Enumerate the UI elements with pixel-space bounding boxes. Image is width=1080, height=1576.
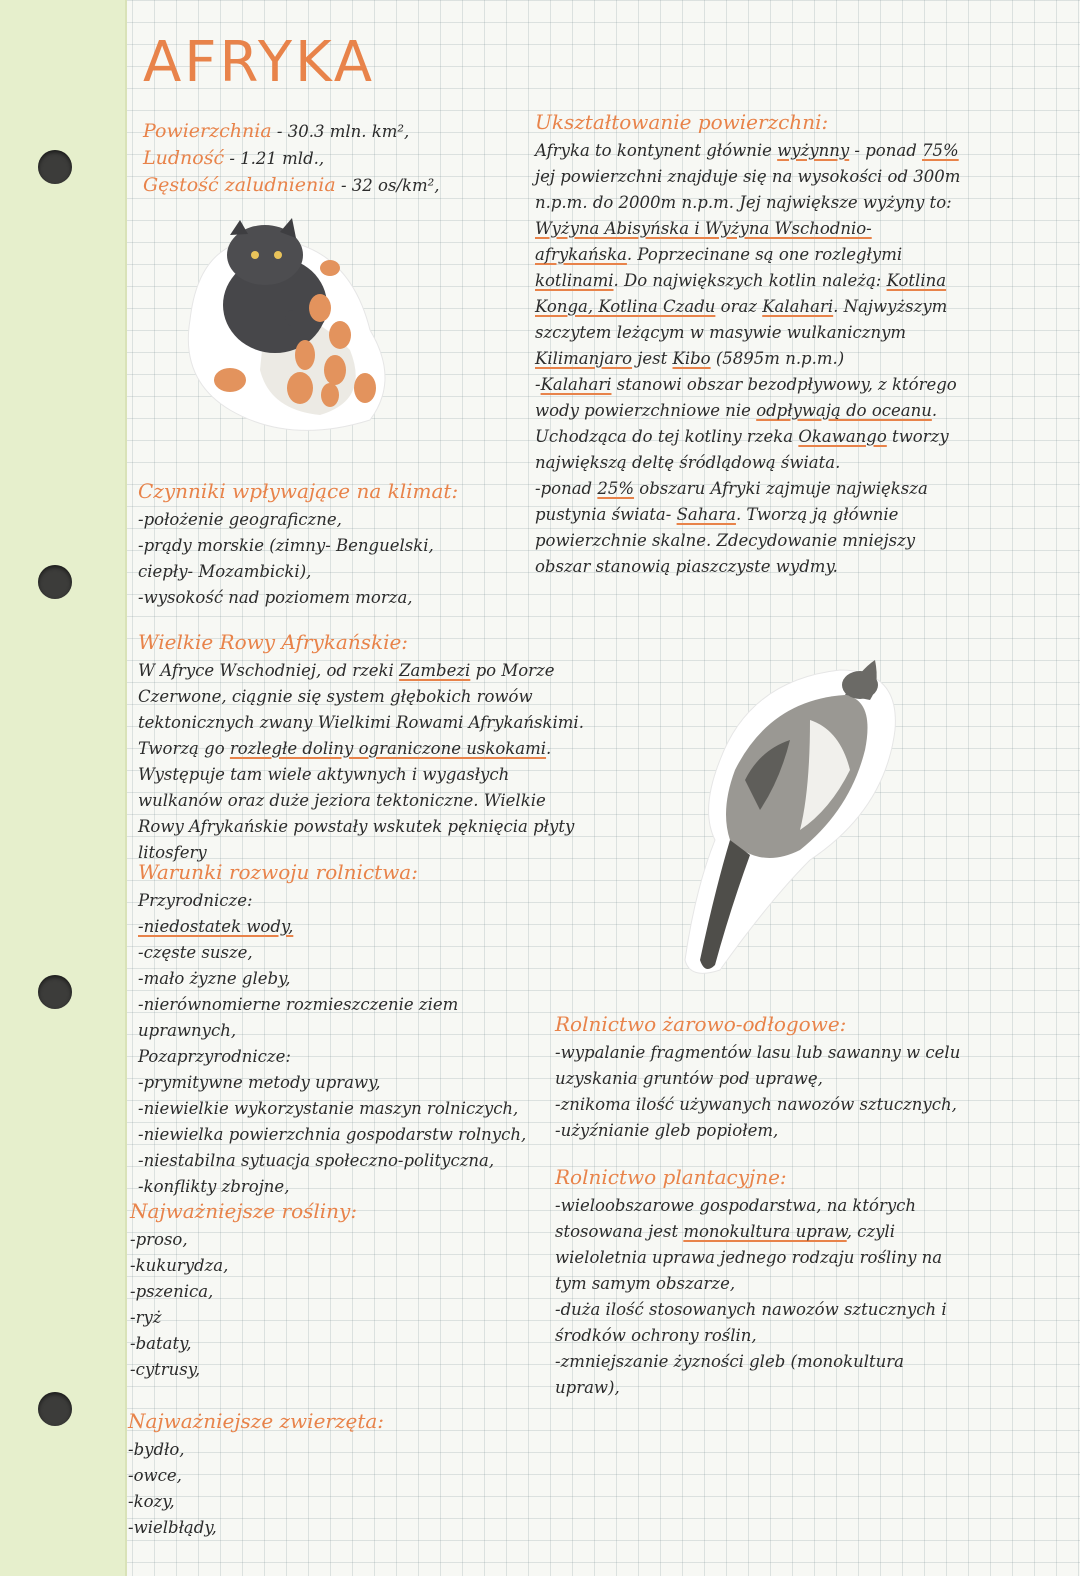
plantation-section	[555, 1163, 965, 1401]
list-item: -konflikty zbrojne,	[138, 1177, 290, 1196]
nonnatural-list	[138, 1070, 558, 1200]
list-item: -cytrusy,	[130, 1360, 201, 1379]
punch-hole	[38, 975, 72, 1009]
list-item: -wielbłądy,	[128, 1518, 217, 1537]
list-item: -kukurydza,	[130, 1256, 229, 1275]
animals-list	[128, 1437, 428, 1541]
plants-list	[130, 1227, 430, 1383]
nonnatural-label: Pozaprzyrodnicze:	[138, 1047, 291, 1066]
list-item: -prądy morskie (zimny- Benguelski,	[138, 536, 434, 555]
list-item: ciepły- Mozambicki),	[138, 562, 312, 581]
page-margin	[0, 0, 127, 1576]
surface-section	[535, 108, 965, 580]
plants-heading: Najważniejsze rośliny:	[130, 1199, 358, 1223]
list-item: -mało żyzne gleby,	[138, 969, 291, 988]
animals-heading: Najważniejsze zwierzęta:	[128, 1409, 385, 1433]
cat-with-eggs-sticker	[170, 210, 430, 440]
punch-hole	[38, 1392, 72, 1426]
cat-from-behind-sticker	[660, 640, 910, 990]
plantation-list	[555, 1193, 965, 1401]
rift-paragraph: W Afryce Wschodniej, od rzeki Zambezi po Morze Czerwone, ciągnie się system głębokich rowów tektonicznych zwany Wielkimi Rowami Afrykańskimi. Tworzą go rozległe doliny ograniczone uskokami. Występuje tam wiele aktywnych i wygasłych wulkanów oraz duże jeziora tektoniczne. Wielkie Rowy Afrykańskie powstały wskutek pęknięcia płyty litosfery	[138, 661, 584, 862]
punch-hole	[38, 150, 72, 184]
list-item: -prymitywne metody uprawy,	[138, 1073, 381, 1092]
slash-burn-heading: Rolnictwo żarowo-odłogowe:	[555, 1012, 847, 1036]
list-item: -pszenica,	[130, 1282, 214, 1301]
list-item: -bydło,	[128, 1440, 185, 1459]
stat-area: Powierzchnia - 30.3 mln. km²,	[143, 120, 410, 142]
page-title: AFRYKA	[143, 30, 376, 95]
list-item: -niestabilna sytuacja społeczno-polityczna,	[138, 1151, 495, 1170]
list-item: -niedostatek wody,	[138, 917, 294, 936]
stat-population: Ludność - 1.21 mld.,	[143, 147, 325, 169]
natural-list	[138, 914, 558, 1044]
list-item: -wysokość nad poziomem morza,	[138, 588, 413, 607]
animals-section	[128, 1407, 428, 1541]
list-item: -wypalanie fragmentów lasu lub sawanny w celu uzyskania gruntów pod uprawę,	[555, 1043, 961, 1088]
surface-paragraph: Afryka to kontynent głównie wyżynny - ponad 75% jej powierzchni znajduje się na wysokości od 300m n.p.m. do 2000m n.p.m. Jej największe wyżyny to: Wyżyna Abisyńska i Wyżyna Wschodnio-afrykańska. Poprzecinane są one rozległymi kotlinami. Do największych kotlin należą: Kotlina Konga, Kotlina Czadu oraz Kalahari. Najwyższym szczytem leżącym w masywie wulkanicznym Kilimanjaro jest Kibo (5895m n.p.m.)	[535, 141, 961, 368]
stats-block	[143, 118, 513, 199]
list-item: -ryż	[130, 1308, 162, 1327]
rift-section	[138, 628, 588, 866]
slash-burn-list	[555, 1040, 965, 1144]
list-item: -duża ilość stosowanych nawozów sztucznych i środków ochrony roślin,	[555, 1300, 947, 1345]
list-item: -położenie geograficzne,	[138, 510, 342, 529]
plantation-heading: Rolnictwo plantacyjne:	[555, 1165, 787, 1189]
slash-burn-section	[555, 1010, 965, 1144]
list-item: -wieloobszarowe gospodarstwa, na których stosowana jest monokultura upraw, czyli wieloletnia uprawa jednego rodzaju rośliny na tym samym obszarze,	[555, 1196, 943, 1293]
list-item: -proso,	[130, 1230, 188, 1249]
sahara-note: -ponad 25% obszaru Afryki zajmuje największa pustynia świata- Sahara. Tworzą ją głównie powierzchnie skalne. Zdecydowanie mniejszy obszar stanowią piaszczyste wydmy.	[535, 479, 928, 576]
agri-conditions-section	[138, 858, 558, 1200]
climate-list	[138, 507, 518, 611]
climate-heading: Czynniki wpływające na klimat:	[138, 479, 459, 503]
list-item: -niewielkie wykorzystanie maszyn rolniczych,	[138, 1099, 519, 1118]
agri-heading: Warunki rozwoju rolnictwa:	[138, 860, 418, 884]
climate-section	[138, 477, 518, 611]
list-item: -znikoma ilość używanych nawozów sztucznych,	[555, 1095, 957, 1114]
rift-heading: Wielkie Rowy Afrykańskie:	[138, 630, 409, 654]
list-item: -owce,	[128, 1466, 182, 1485]
list-item: -częste susze,	[138, 943, 253, 962]
kalahari-note: -Kalahari stanowi obszar bezodpływowy, z którego wody powierzchniowe nie odpływają do oceanu. Uchodząca do tej kotliny rzeka Okawango tworzy największą deltę śródlądową świata.	[535, 375, 957, 472]
surface-heading: Ukształtowanie powierzchni:	[535, 110, 829, 134]
plants-section	[130, 1197, 430, 1383]
list-item: -zmniejszanie żyzności gleb (monokultura upraw),	[555, 1352, 904, 1397]
punch-hole	[38, 565, 72, 599]
list-item: -niewielka powierzchnia gospodarstw rolnych,	[138, 1125, 527, 1144]
list-item: -nierównomierne rozmieszczenie ziem uprawnych,	[138, 995, 459, 1040]
list-item: -kozy,	[128, 1492, 175, 1511]
stat-density: Gęstość zaludnienia - 32 os/km²,	[143, 174, 440, 196]
natural-label: Przyrodnicze:	[138, 891, 253, 910]
list-item: -bataty,	[130, 1334, 192, 1353]
list-item: -użyźnianie gleb popiołem,	[555, 1121, 779, 1140]
